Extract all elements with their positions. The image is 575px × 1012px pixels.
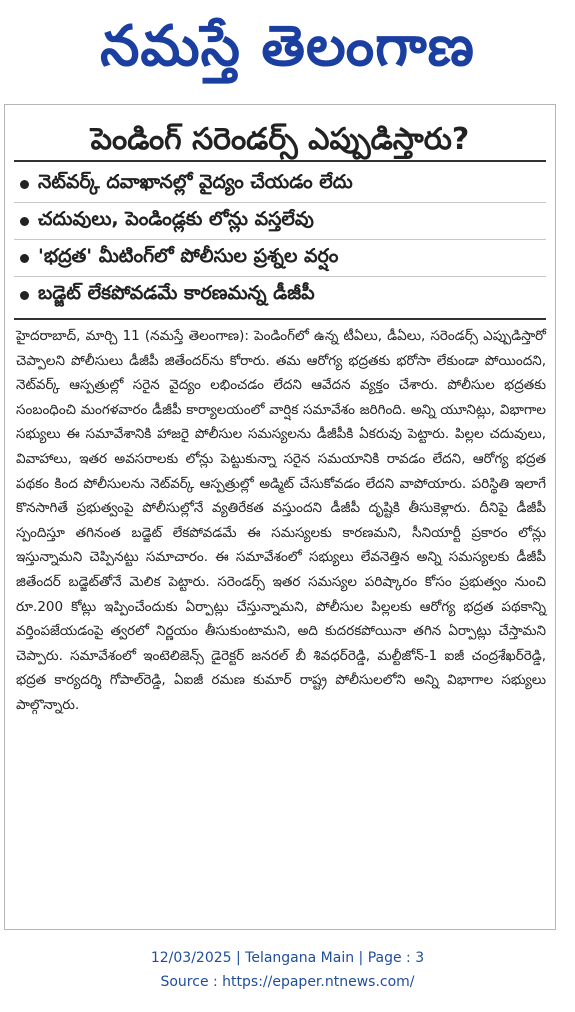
bullet-icon (20, 254, 29, 263)
bullet-icon (20, 291, 29, 300)
bullet-item (14, 240, 546, 277)
bullet-text: బడ్జెట్ లేకపోవడమే కారణమన్న డీజీపీ (38, 281, 315, 304)
masthead-title: నమస్తే తెలంగాణ (100, 13, 475, 79)
bullet-item (14, 277, 546, 313)
headline-divider (14, 160, 546, 162)
footer-edition-info: 12/03/2025 | Telangana Main | Page : 3 (150, 950, 425, 966)
article-headline: పెండింగ్ సరెండర్స్ ఎప్పుడిస్తారు? (90, 122, 470, 157)
bullet-text: నెట్‌వర్క్ దవాఖానల్లో వైద్యం చేయడం లేదు (38, 170, 353, 193)
newspaper-masthead (0, 0, 575, 96)
footer-source[interactable]: Source : https://epaper.ntnews.com/ (160, 974, 415, 990)
article-body: హైదరాబాద్, మార్చి 11 (నమస్తే తెలంగాణ): పెండింగ్‌లో ఉన్న టీఏలు, డీఏలు, సరెండర్స్ ఎప్పుడిస్తారో చెప్పాలని పోలీసులు డీజీపీ జితేందర్‌ను కోరారు. తమ ఆరోగ్య భద్రతకు భరోసా లేకుండా పోయిందని, నెట్‌వర్క్ ఆస్పత్రుల్లో సరైన వైద్యం లభించడం లేదని ఆవేదన వ్యక్తం చేశారు. పోలీసుల భద్రతకు సంబంధించి మంగళవారం డీజీపీ కార్యాలయంలో వార్షిక సమావేశం జరిగింది. అన్ని యూనిట్లు, విభాగాల సభ్యులు ఈ సమావేశానికి హాజరై పోలీసుల సమస్యలను డీజీపీకి ఏకరువు పెట్టారు. పిల్లల చదువులు, వివాహాలు, ఇతర అవసరాలకు లోన్లు పెట్టుకున్నా సరైన సమయానికి రావడం లేదని, ఆరోగ్య భద్రత పథకం కింద పోలీసులను నెట్‌వర్క్ ఆస్పత్రుల్లో అడ్మిట్ చేసుకోవడం లేదని వాపోయారు. పరిస్థితి ఇలాగే కొనసాగితే ప్రభుత్వంపై పోలీసుల్లోనే వ్యతిరేకత వస్తుందని డీజీపీ దృష్టికి తీసుకెళ్లారు. దీనిపై డీజీపీ స్పందిస్తూ తగినంత బడ్జెట్ లేకపోవడమే ఈ సమస్యలకు కారణమని, సీనియార్టీ ప్రకారం లోన్లు ఇస్తున్నామని చెప్పినట్టు సమాచారం. ఈ సమావేశంలో సభ్యులు లేవనెత్తిన అన్ని సమస్యలకు డీజీపీ జితేందర్ బడ్జెట్‌తోనే మెలిక పెట్టారు. సరెండర్స్ ఇతర సమస్యల పరిష్కారం కోసం ప్రభుత్వం నుంచి రూ.200 కోట్లు ఇప్పించేందుకు ఏర్పాట్లు చేస్తున్నామని, పోలీసుల పిల్లలకు ఆరోగ్య భద్రత పథకాన్ని వర్తింపజేయడంపై త్వరలో నిర్ణయం తీసుకుంటామని, అది కుదరకపోయినా తగిన ఏర్పాట్లు చేస్తామని చెప్పారు. సమావేశంలో ఇంటెలిజెన్స్ డైరెక్టర్ జనరల్ బీ శివధర్‌రెడ్డి, మల్టీజోన్-1 ఐజీ చంద్రశేఖర్‌రెడ్డి, భద్రత కార్యదర్శి గోపాల్‌రెడ్డి, ఏఐజీ రమణ కుమార్ రాష్ట్ర పోలీసులలోని అన్ని విభాగాల సభ్యులు పాల్గొన్నారు. (16, 328, 546, 713)
bullet-icon (20, 180, 29, 189)
bullet-icon (20, 217, 29, 226)
bullet-item (14, 166, 546, 203)
bullet-text: చదువులు, పెండిండ్లకు లోన్లు వస్తలేవు (38, 207, 314, 230)
bullets-divider (14, 318, 546, 320)
bullet-list (14, 166, 546, 313)
bullet-text: 'భద్రత' మీటింగ్‌లో పోలీసుల ప్రశ్నల వర్షం (38, 244, 339, 267)
bullet-item (14, 203, 546, 240)
